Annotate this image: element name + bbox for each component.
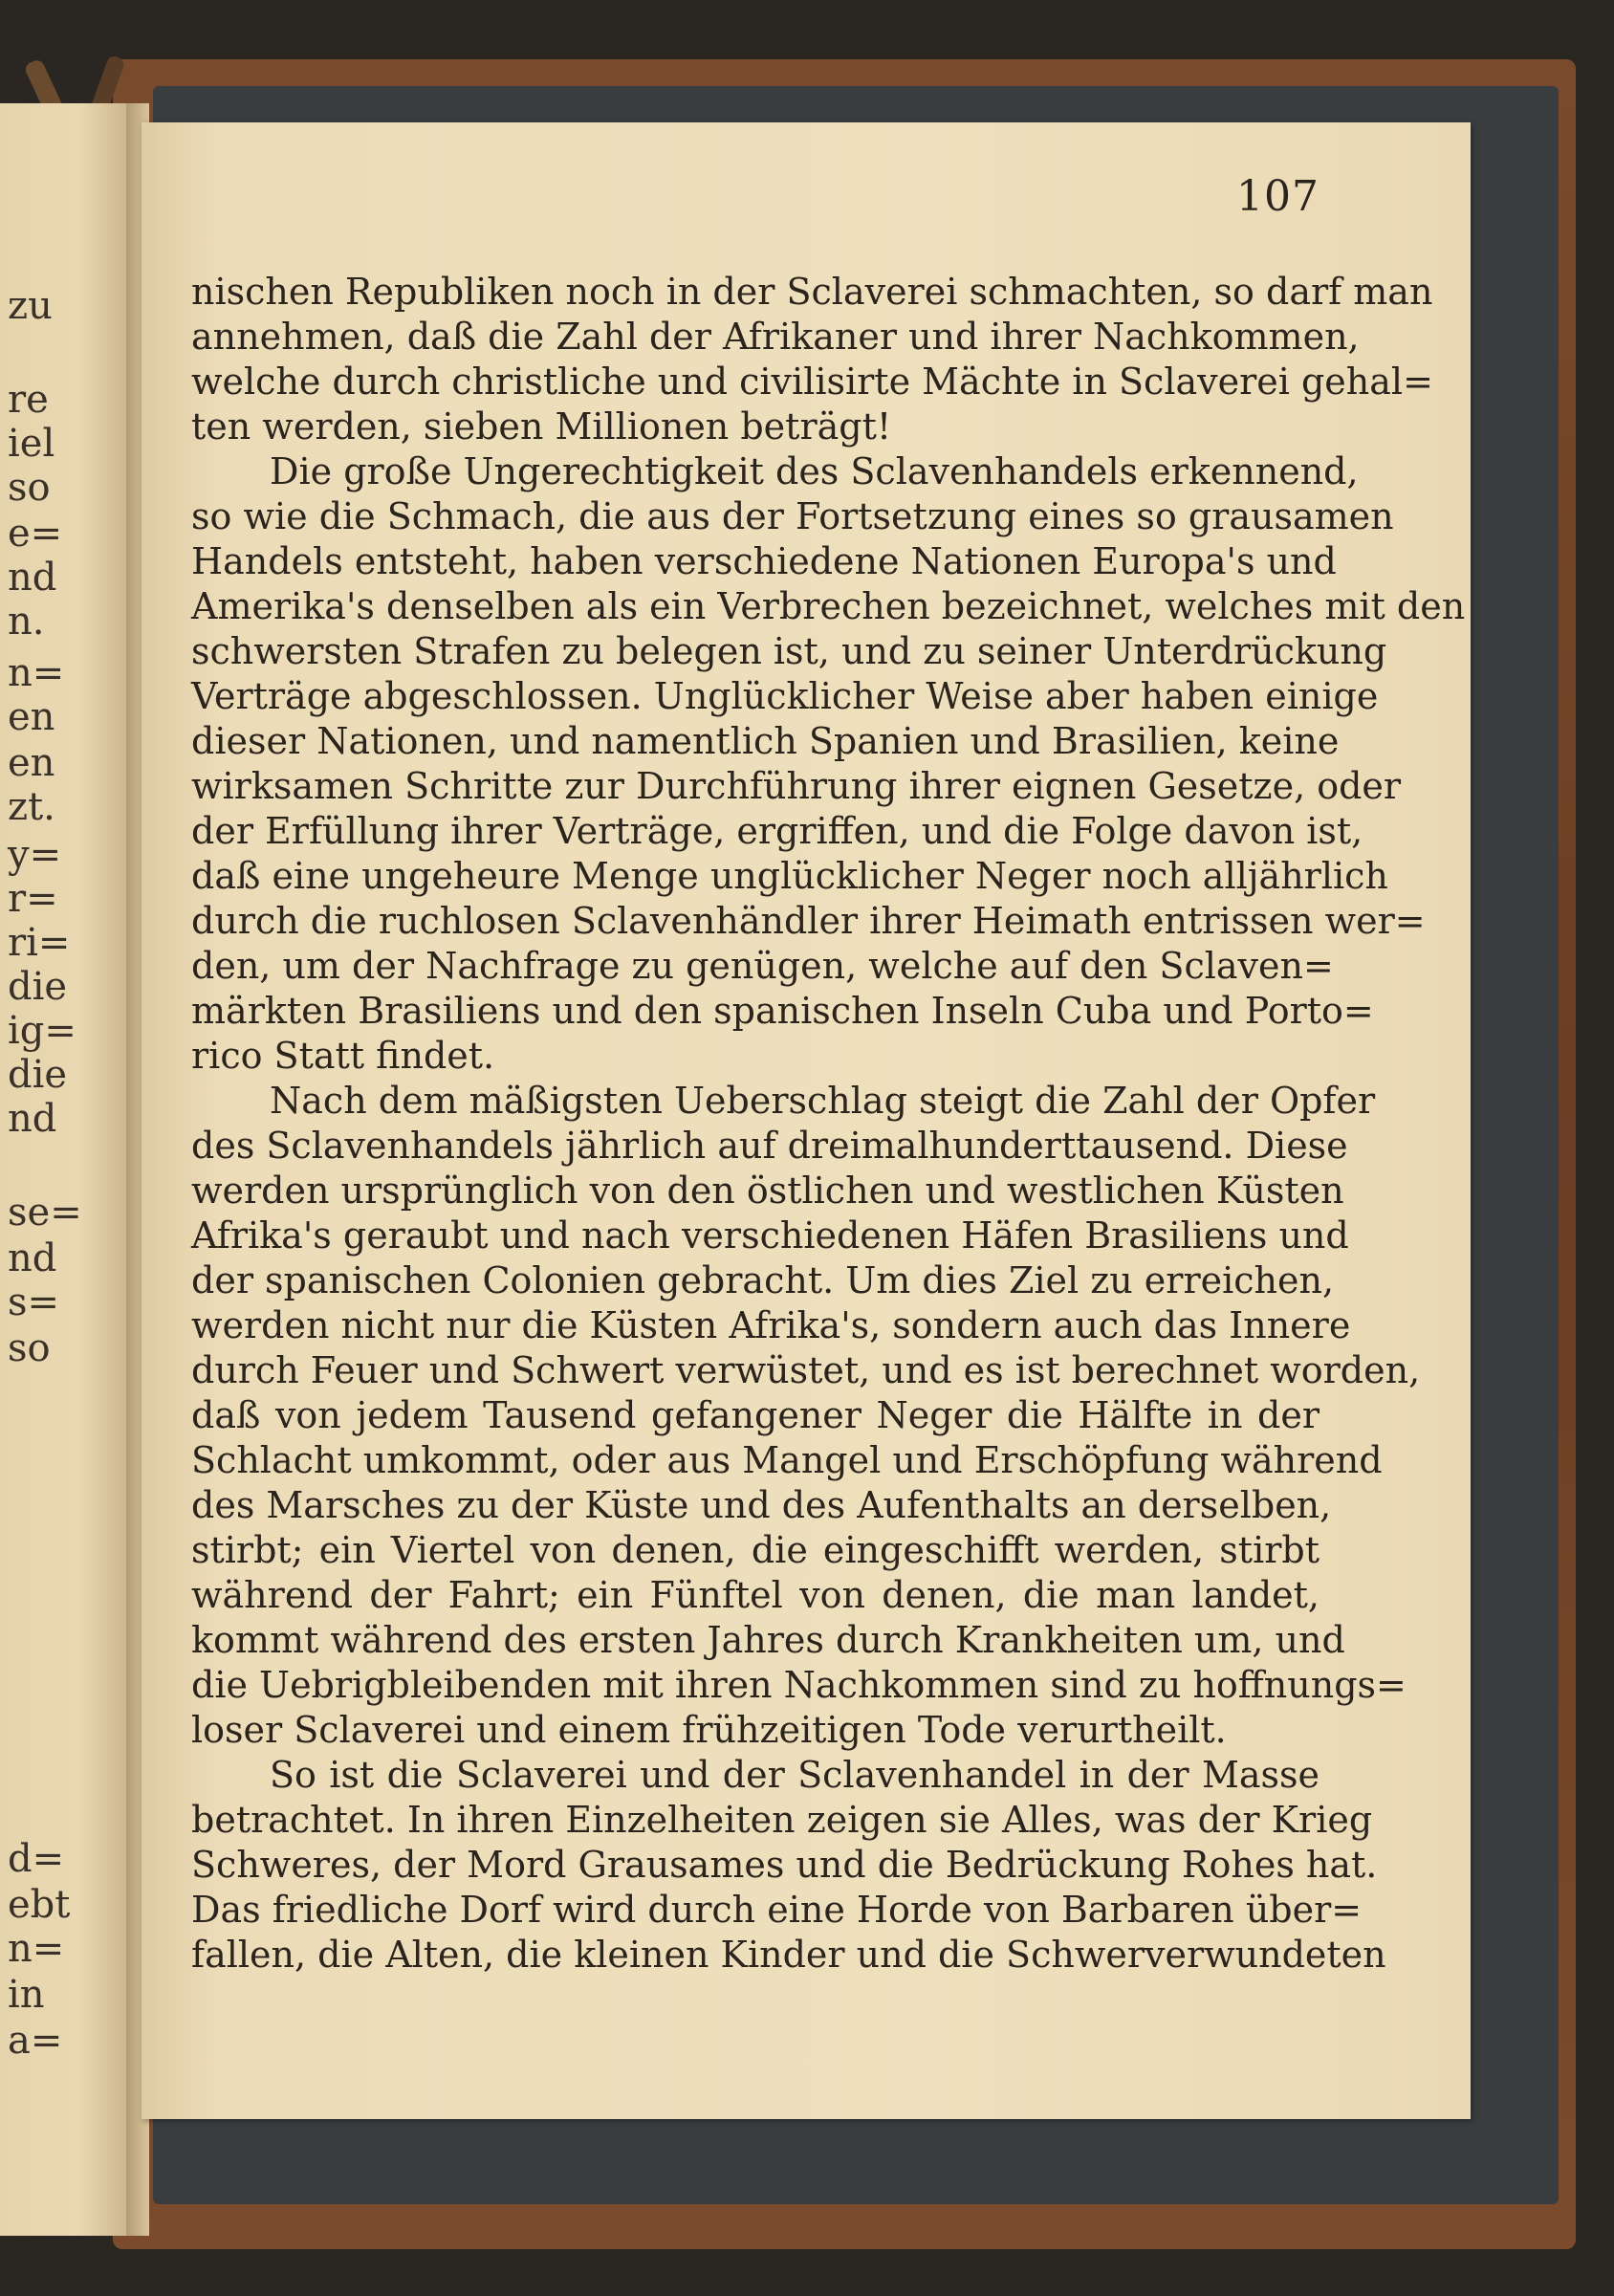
text-line: Verträge abgeschlossen. Unglücklicher Weise aber haben einige — [191, 675, 1379, 717]
left-page-fragment: en — [8, 695, 55, 739]
text-line: betrachtet. In ihren Einzelheiten zeigen sie Alles, was der Krieg — [191, 1799, 1373, 1841]
text-line: so wie die Schmach, die aus der Fortsetzung eines so grausamen — [191, 495, 1394, 537]
text-line: des Marsches zu der Küste und des Aufenthalts an derselben, — [191, 1484, 1332, 1526]
left-page-fragment: nd — [8, 556, 57, 600]
text-line: durch die ruchlosen Sclavenhändler ihrer Heimath entrissen wer= — [191, 900, 1426, 942]
left-page-edge — [0, 103, 132, 2236]
text-line: loser Sclaverei und einem frühzeitigen Tode verurtheilt. — [191, 1709, 1227, 1751]
text-line: während der Fahrt; ein Fünftel von denen, die man landet, — [191, 1574, 1320, 1616]
left-page-fragment: ebt — [8, 1883, 71, 1927]
text-line: So ist die Sclaverei und der Sclavenhandel in der Masse — [270, 1754, 1320, 1796]
text-line: Nach dem mäßigsten Ueberschlag steigt die Zahl der Opfer — [270, 1080, 1376, 1122]
text-line: fallen, die Alten, die kleinen Kinder und die Schwerverwundeten — [191, 1934, 1386, 1976]
text-line: der Erfüllung ihrer Verträge, ergriffen, und die Folge davon ist, — [191, 810, 1363, 852]
left-page-fragment: re — [8, 378, 49, 422]
left-page-fragment: n= — [8, 651, 65, 695]
text-line: des Sclavenhandels jährlich auf dreimalhunderttausend. Diese — [191, 1125, 1348, 1167]
left-page-fragment: e= — [8, 512, 63, 556]
text-line: Schlacht umkommt, oder aus Mangel und Erschöpfung während — [191, 1439, 1383, 1481]
text-line: den, um der Nachfrage zu genügen, welche auf den Sclaven= — [191, 945, 1334, 987]
text-line: Amerika's denselben als ein Verbrechen bezeichnet, welches mit den — [191, 585, 1466, 627]
left-page-fragment: n= — [8, 1927, 65, 1971]
text-line: annehmen, daß die Zahl der Afrikaner und ihrer Nachkommen, — [191, 316, 1360, 358]
left-page-fragment: zt. — [8, 785, 55, 829]
left-page-fragment: y= — [8, 833, 62, 877]
text-line: die Uebrigbleibenden mit ihren Nachkommen sind zu hoffnungs= — [191, 1664, 1407, 1706]
text-line: wirksamen Schritte zur Durchführung ihrer eignen Gesetze, oder — [191, 765, 1402, 807]
left-page-fragment: se= — [8, 1191, 82, 1235]
left-page-fragment: d= — [8, 1837, 65, 1881]
text-line: Die große Ungerechtigkeit des Sclavenhandels erkennend, — [270, 450, 1359, 492]
text-line: welche durch christliche und civilisirte Mächte in Sclaverei gehal= — [191, 361, 1433, 403]
text-line: daß eine ungeheure Menge unglücklicher Neger noch alljährlich — [191, 855, 1388, 897]
left-page-fragment: iel — [8, 422, 55, 466]
page-number: 107 — [1236, 172, 1320, 221]
text-line: schwersten Strafen zu belegen ist, und zu seiner Unterdrückung — [191, 630, 1387, 672]
text-line: ten werden, sieben Millionen beträgt! — [191, 405, 892, 448]
text-line: Afrika's geraubt und nach verschiedenen Häfen Brasiliens und — [191, 1214, 1349, 1257]
text-line: werden ursprünglich von den östlichen und westlichen Küsten — [191, 1170, 1344, 1212]
left-page-fragment: nd — [8, 1097, 57, 1141]
left-page-fragment: en — [8, 741, 55, 785]
left-page-fragment: ri= — [8, 921, 71, 965]
left-page-fragment: zu — [8, 284, 53, 328]
text-line: rico Statt findet. — [191, 1035, 495, 1077]
left-page-fragment: so — [8, 466, 51, 510]
left-page-fragment: in — [8, 1973, 45, 2017]
text-line: Handels entsteht, haben verschiedene Nationen Europa's und — [191, 540, 1337, 582]
text-line: durch Feuer und Schwert verwüstet, und es ist berechnet worden, — [191, 1349, 1421, 1391]
left-page-fragment: r= — [8, 877, 58, 921]
left-page-fragment: n. — [8, 600, 45, 644]
text-line: der spanischen Colonien gebracht. Um dies Ziel zu erreichen, — [191, 1259, 1335, 1301]
text-line: werden nicht nur die Küsten Afrika's, sondern auch das Innere — [191, 1304, 1351, 1346]
left-page-fragment: s= — [8, 1280, 60, 1324]
text-line: Das friedliche Dorf wird durch eine Horde von Barbaren über= — [191, 1889, 1363, 1931]
left-page-fragment: die — [8, 1053, 68, 1097]
left-page-fragment: a= — [8, 2019, 63, 2063]
text-line: daß von jedem Tausend gefangener Neger die Hälfte in der — [191, 1394, 1320, 1436]
left-page-fragment: ig= — [8, 1009, 76, 1053]
text-line: dieser Nationen, und namentlich Spanien und Brasilien, keine — [191, 720, 1340, 762]
text-line: kommt während des ersten Jahres durch Krankheiten um, und — [191, 1619, 1345, 1661]
text-line: stirbt; ein Viertel von denen, die eingeschifft werden, stirbt — [191, 1529, 1320, 1571]
left-page-fragment: so — [8, 1326, 51, 1370]
text-line: nischen Republiken noch in der Sclaverei schmachten, so darf man — [191, 271, 1433, 313]
text-line: Schweres, der Mord Grausames und die Bedrückung Rohes hat. — [191, 1844, 1378, 1886]
left-page-fragment: nd — [8, 1236, 57, 1280]
text-line: märkten Brasiliens und den spanischen Inseln Cuba und Porto= — [191, 990, 1374, 1032]
left-page-fragment: die — [8, 965, 68, 1009]
